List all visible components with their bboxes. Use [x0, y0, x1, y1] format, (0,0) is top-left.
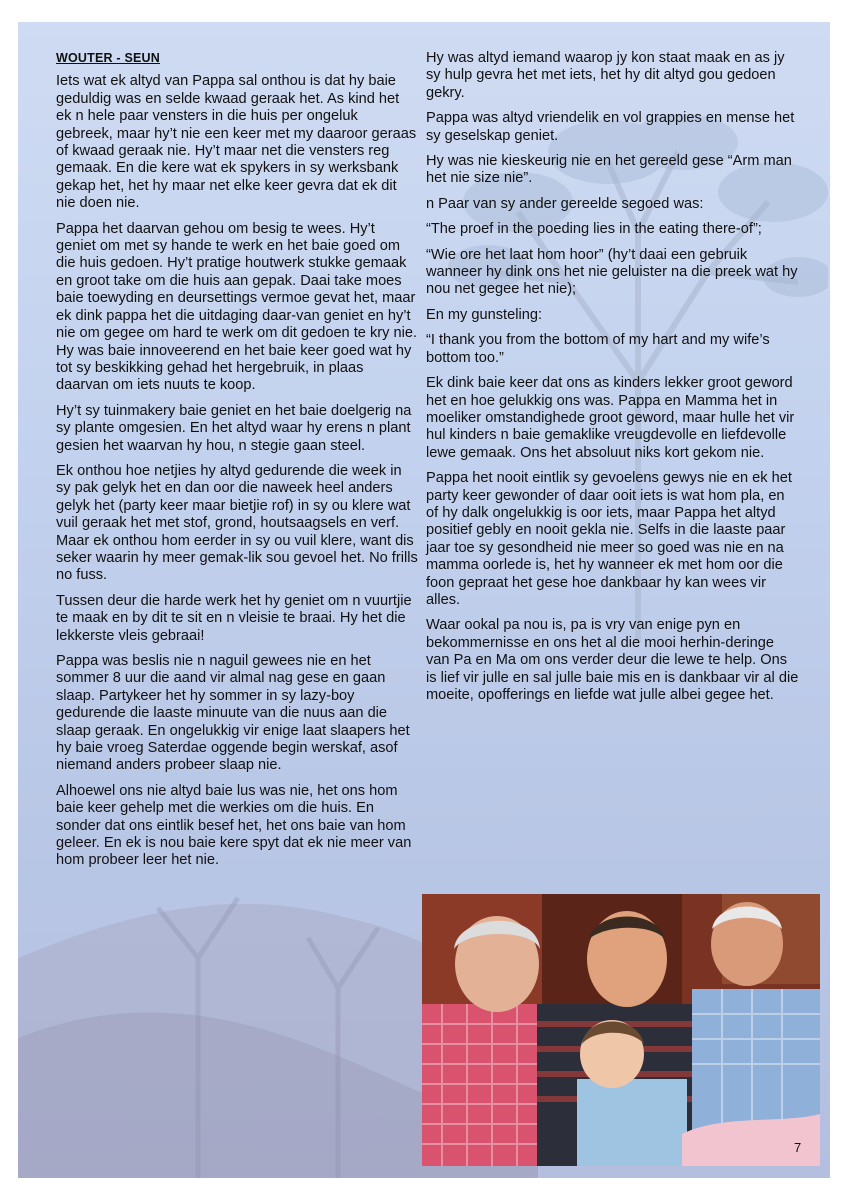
paragraph: Iets wat ek altyd van Pappa sal onthou is dat hy baie geduldig was en selde kwaad geraak het. As kind het ek n hele paar vensters in die huis per ongeluk gebreek, maar hy’t nie een keer met my daaroor geraas of kwaad geraak nie. Hy’t maar net die vensters reg gemaak. En die kere wat ek spykers in sy werksbank gekap het, het hy maar net elke keer gevra dat ek dit nie doen nie. [56, 73, 417, 212]
right-column [426, 50, 800, 712]
paragraph: Hy was nie kieskeurig nie en het gereeld gese “Arm man het nie size nie”. [426, 153, 792, 187]
page [18, 22, 830, 1178]
quote: “Wie ore het laat hom hoor” (hy’t daai een gebruik wanneer hy dink ons het nie geluister na die preek wat hy nou net gegee het nie); [426, 246, 798, 298]
paragraph: Ek onthou hoe netjies hy altyd gedurende die week in sy pak gelyk het en dan oor die naweek heel anders gelyk het (party keer maar bietjie rof) in sy ou klere wat vuil geraak het met stof, grond, houtsaagsels en verf. Maar ek onthou hom eerder in sy ou vuil klere, want dis seker waarin hy meer gemak-lik sou gevoel het. No frills no fuss. [56, 462, 418, 584]
paragraph: Alhoewel ons nie altyd baie lus was nie, het ons hom baie keer gehelp met die werkies om die huis. En sonder dat ons eintlik besef het, het ons baie van hom geleer. En ek is nou baie kere spyt dat ek nie meer van hom probeer leer het nie. [56, 782, 412, 869]
paragraph: Tussen deur die harde werk het hy geniet om n vuurtjie te maak en by dit te sit en n vleisie te braai. Hy het die lekkerste vleis gebraai! [56, 592, 412, 644]
page-number: 7 [794, 1140, 802, 1155]
paragraph: En my gunsteling: [426, 306, 543, 323]
family-photo-illustration [422, 894, 820, 1166]
paragraph: Hy’t sy tuinmakery baie geniet en het baie doelgerig na sy plante omgesien. En het altyd waar hy erens n plant gesien het waarvan hy hou, n stegie gaan steel. [56, 402, 412, 454]
paragraph: Hy was altyd iemand waarop jy kon staat maak en as jy sy hulp gevra het met iets, het hy dit altyd gou gedoen gekry. [426, 50, 785, 101]
paragraph: Pappa het daarvan gehou om besig te wees. Hy’t geniet om met sy hande te werk en het baie goed om die huis gedoen. Hy’t pratige houtwerk stukke gemaak en groot take om die huis aan gepak. Daai take moes baie toewyding en deursettings vermoe gevat het, maar ek dink pappa het die uitdaging daar-van geniet en hy’t nie om gegee om hard te werk om dit gedoen te kry nie. Hy was baie innoveerend en het baie keer goed wat hy tot sy beskikking gehad het hergebruik, in plaas daarvan om iets nuuts te koop. [56, 220, 417, 394]
article-heading: WOUTER - SEUN [56, 51, 160, 65]
family-photo [422, 894, 820, 1166]
paragraph: Pappa was altyd vriendelik en vol grappies en mense het sy geselskap geniet. [426, 110, 795, 144]
quote: “The proef in the poeding lies in the eating there-of”; [426, 221, 762, 238]
left-column [56, 50, 418, 878]
quote: “I thank you from the bottom of my hart and my wife’s bottom too.” [426, 332, 770, 366]
paragraph: Pappa was beslis nie n naguil gewees nie en het sommer 8 uur die aand vir almal nag gese en gaan slaap. Partykeer het hy sommer in sy lazy-boy gedurende die laaste minuute van die nuus aan die slaap geraak. En ongelukkig vir enige laat slaapers het hy baie vroeg Saterdae oggende begin werskaf, asof niemand anders probeer slaap nie. [56, 653, 410, 774]
paragraph: Waar ookal pa nou is, pa is vry van enige pyn en bekommernisse en ons het al die mooi herhin-deringe van Pa en Ma om ons verder deur die lewe te help. Ons is lief vir julle en sal julle baie mis en is dankbaar vir al die moeite, opofferings en liefde wat julle albei gegee het. [426, 617, 799, 703]
paragraph: Ek dink baie keer dat ons as kinders lekker groot geword het en hoe gelukkig ons was. Pappa en Mamma het in moeliker omstandighede groot geword, maar hulle het vir hul kinders n baie gemaklike vreugdevolle en liefdevolle lewe gemaak. Ons het absoluut niks kort gekom nie. [426, 375, 795, 461]
paragraph: n Paar van sy ander gereelde segoed was: [426, 195, 704, 212]
paragraph: Pappa het nooit eintlik sy gevoelens gewys nie en ek het party keer gewonder of daar ooit iets is wat hom pla, en of hy dalk ongelukkig is oor iets, maar Pappa het altyd positief gebly en nooit gekla nie. Selfs in die laaste paar jaar toe sy gesondheid nie meer so goed was nie en na mamma oorlede is, het hy wanneer ek met hom oor die foon gepraat het gese hoe dankbaar hy kan wees vir alles. [426, 470, 792, 608]
